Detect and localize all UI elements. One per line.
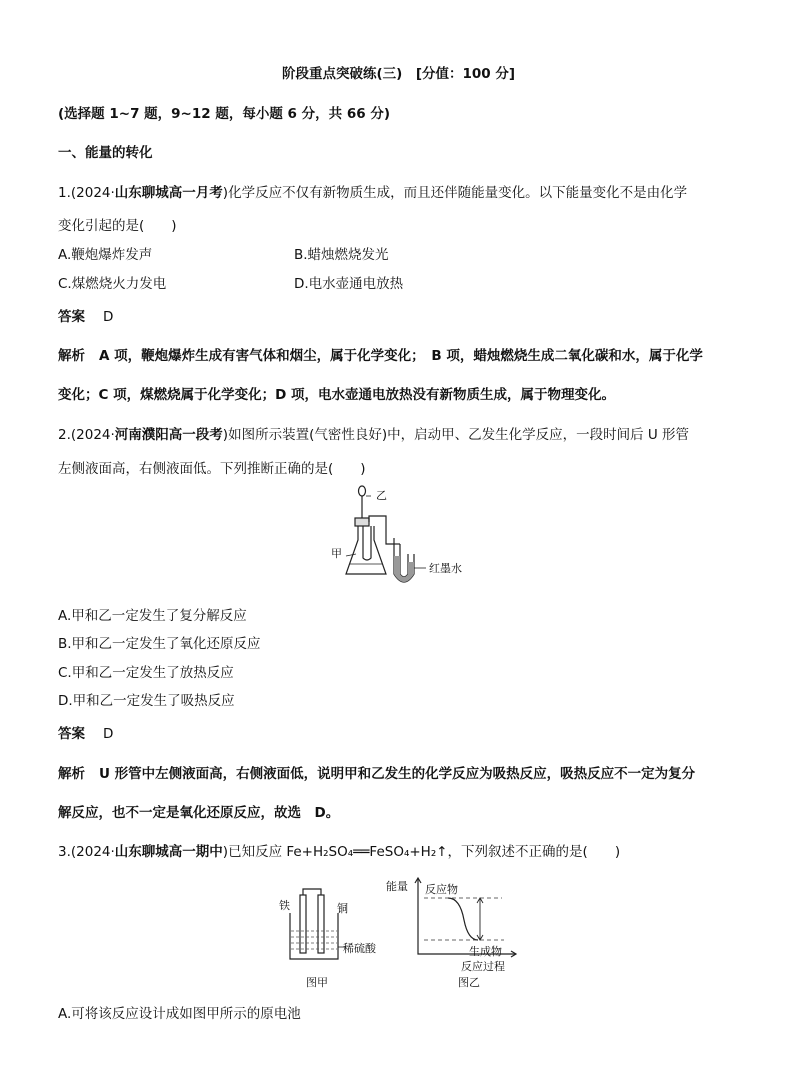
q2-option-d: D.甲和乙一定发生了吸热反应 (58, 693, 235, 709)
figure-yi-caption: 图乙 (458, 976, 480, 989)
analysis-label: 解析 (58, 766, 85, 782)
analysis-label: 解析 (58, 348, 85, 364)
q3-figure-jia (280, 885, 350, 965)
q3-stem-line (58, 840, 620, 860)
q1-stem: )化学反应不仅有新物质生成，而且还伴随能量变化。以下能量变化不是由化学 (222, 185, 688, 201)
label-copper: 铜 (337, 902, 348, 915)
q2-source: 河南濮阳高一段考 (114, 427, 223, 443)
label-jia: 甲 (331, 547, 342, 560)
q2-prefix: 2.(2024· (58, 427, 115, 443)
q1-analysis-line2: 变化；C 项，煤燃烧属于化学变化；D 项，电水壶通电放热没有新物质生成，属于物理变化。 (58, 387, 616, 403)
q2-analysis-text: U 形管中左侧液面高，右侧液面低，说明甲和乙发生的化学反应为吸热反应，吸热反应不一定为复分 (99, 766, 696, 782)
answer-value: D (103, 726, 114, 742)
q1-prefix: 1.(2024· (58, 185, 115, 201)
q2-apparatus-figure (322, 482, 482, 594)
q1-option-b: B.蜡烛燃烧发光 (294, 247, 389, 263)
label-reactant: 反应物 (425, 883, 458, 896)
q2-stem-line1 (58, 423, 689, 443)
q1-answer (58, 305, 113, 325)
label-energy-axis: 能量 (386, 880, 408, 893)
q1-analysis-line1 (58, 344, 703, 364)
q1-source: 山东聊城高一月考 (114, 185, 223, 201)
figure-jia-caption: 图甲 (306, 976, 328, 989)
q1-option-a: A.鞭炮爆炸发声 (58, 247, 153, 263)
q1-analysis-text: A 项，鞭炮爆炸生成有害气体和烟尘，属于化学变化； B 项，蜡烛燃烧生成二氧化碳和水，属于化学 (99, 348, 703, 364)
q1-option-c: C.煤燃烧火力发电 (58, 276, 167, 292)
answer-label: 答案 (58, 309, 85, 325)
q2-stem-line2: 左侧液面高，右侧液面低。下列推断正确的是( ) (58, 461, 366, 477)
q2-option-b: B.甲和乙一定发生了氧化还原反应 (58, 636, 261, 652)
q2-option-c: C.甲和乙一定发生了放热反应 (58, 665, 234, 681)
label-dilute-acid: 稀硫酸 (343, 942, 376, 955)
q3-option-a: A.可将该反应设计成如图甲所示的原电池 (58, 1006, 301, 1022)
answer-label: 答案 (58, 726, 85, 742)
label-product: 生成物 (469, 945, 502, 958)
q2-stem: )如图所示装置(气密性良好)中，启动甲、乙发生化学反应，一段时间后 U 形管 (222, 427, 690, 443)
scoring-note: (选择题 1~7 题，9~12 题，每小题 6 分，共 66 分) (58, 106, 391, 122)
q3-source: 山东聊城高一期中 (114, 844, 223, 860)
q1-stem-line1 (58, 181, 687, 201)
q3-stem: )已知反应 Fe+H₂SO₄══FeSO₄+H₂↑，下列叙述不正确的是( ) (222, 844, 621, 860)
q2-analysis-line1 (58, 762, 695, 782)
section-heading: 一、能量的转化 (58, 145, 153, 161)
label-iron: 铁 (279, 899, 290, 912)
label-yi: 乙 (376, 489, 387, 502)
q2-option-a: A.甲和乙一定发生了复分解反应 (58, 608, 247, 624)
label-reaction-process: 反应过程 (461, 960, 505, 973)
q3-prefix: 3.(2024· (58, 844, 115, 860)
page-title: 阶段重点突破练(三) [分值：100 分] (282, 66, 516, 82)
answer-value: D (103, 309, 114, 325)
q2-answer (58, 722, 113, 742)
label-red-ink: 红墨水 (429, 562, 462, 575)
q1-option-d: D.电水壶通电放热 (294, 276, 404, 292)
q1-stem-line2: 变化引起的是( ) (58, 218, 177, 234)
q2-analysis-line2: 解反应，也不一定是氧化还原反应，故选 D。 (58, 805, 340, 821)
